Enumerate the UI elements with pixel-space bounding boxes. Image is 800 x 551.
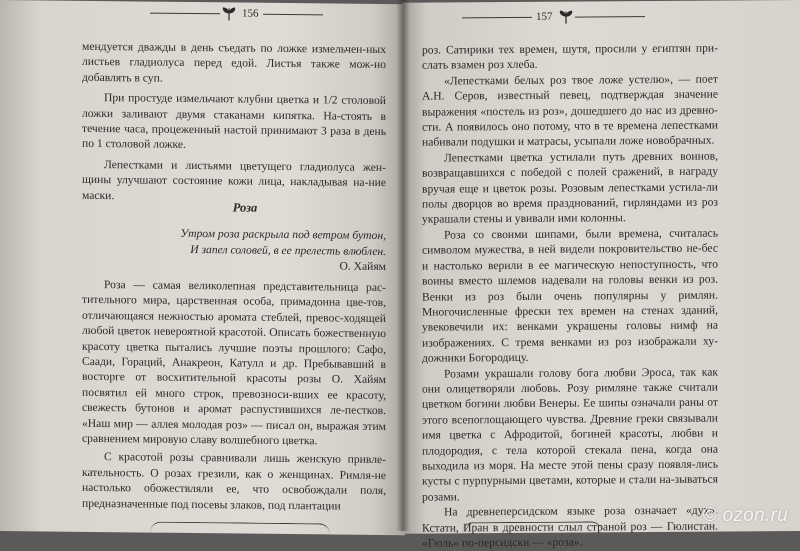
paragraph: мендуется дважды в день съедать по ложке измельчен-ных листьев гладиолуса перед едой. Листья также мож-но добавлять в суп. <box>82 39 386 85</box>
left-top-text <box>82 39 386 206</box>
paragraph: С красотой розы сравнивали лишь женскую привле-кательность. О розах грезили, как о женщинах. Римля-не настолько обожествляли ее, что освобождали поля, предназначенные под посевы злаков, под плантации <box>82 450 386 513</box>
epigraph-line: Утром роза раскрыла под ветром бутон, <box>180 227 386 243</box>
book-gutter <box>396 0 410 531</box>
left-footer-ornament <box>150 522 330 535</box>
epigraph-line: И запел соловей, в ее прелесть влюблен. <box>190 242 386 258</box>
paragraph: На древнеперсидском языке роза означает «дух». Кстати, Иран в древности слыл страной роз — Гюлистан. «Гюль» по-персидски — «роза». <box>422 503 718 550</box>
paragraph: «Лепестками белых роз твое ложе устелю», — поет А.Н. Серов, известный певец, подтверждая значение выражения «постель из роз», дошедшего до нас из древно-сти. А появилось оно потому, что в те времена лепестками набивали подушки и матрасы, усыпали ложе новобрачных. <box>422 72 718 150</box>
leaf-ornament-icon <box>557 9 575 25</box>
right-header <box>462 5 682 29</box>
paragraph: Розами украшали голову бога любви Эроса, так как они олицетворяли любовь. Розу римляне также считали цветком богини любви Венеры. Ее шипы означали раны от этого всепоглощающего чувства. Древние греки связывали имя цветка с Афродитой, богиней красоты, любви и плодородия, с тела которой стекала пена, когда она выходила из моря. На месте этой пены сразу появля-лись кусты с пурпурными цветами, которые и стали на-зываться розами. <box>422 365 718 504</box>
paragraph: Роза — самая великолепная представительница рас-тительного мира, царственная особа, примадонна цве-тов, отличающаяся нежностью аромата стеблей, превос-ходящей любой цветок невероятной красотой. Описать божественную красоту цветка пытались лучшие поэты прошлого: Сафо, Саади, Гораций, Анакреон, Катулл и др. Пребывавший в восторге от восхитительной красоты розы О. Хайям посвятил ей много строк, превозноси-вших ее красоту, свежесть бутонов и аромат распустившихся ле-пестков. «Наш мир — аллея молодая роз» — писал он, выражая этим сравнением мировую славу волшебного цветка. <box>82 278 386 448</box>
paragraph: роз. Сатирики тех времен, шутя, просили у египтян при-слать взамен роз хлеба. <box>422 41 718 73</box>
section-header <box>82 199 386 275</box>
left-page <box>0 0 405 535</box>
left-bottom-text <box>82 277 386 514</box>
section-title: Роза <box>232 200 258 215</box>
leaf-ornament-icon <box>220 5 238 21</box>
page-number: 157 <box>536 10 553 23</box>
right-page <box>402 0 800 550</box>
paragraph: Лепестками цветка устилали путь древних воинов, возвращавшихся с победой с полей сражений, в награду вручая еще и цветок розы. Розовым лепестками устила-ли полы дворцов во время празднований, гирляндами из роз украшали стены и увивали ими колонны. <box>422 149 718 227</box>
paragraph: При простуде измельчают клубни цветка и 1/2 столовой ложки заливают двумя стаканами кипятка. На-стоять в течение часа, процеженный настой принимают 3 раза в день по 1 столовой ложке. <box>82 91 386 152</box>
left-header <box>150 2 350 26</box>
page-number: 156 <box>242 7 259 20</box>
paragraph: Роза со своими шипами, были времена, считалась символом мужества, в ней видели покровительство не-бес и настолько верили в ее магическую непоступность, что воины вместо шлемов надевали на головы венки из роз. Венки из роз были очень популярны у римлян. Многочисленные фрески тех времен на стенах зданий, увековечили их: венками украшены головы нимф на изображениях. С тремя венками из роз изображали ху-дожники Богородицу. <box>422 226 718 365</box>
right-footer-ornament <box>462 521 602 533</box>
watermark: © ozon.ru <box>702 505 788 526</box>
epigraph-author: О. Хайям <box>339 259 386 274</box>
right-text <box>422 41 718 551</box>
paragraph: Лепестками и листьями цветущего гладиолуса жен-щины улучшают состояние кожи лица, накладывая на-ние маски. <box>82 157 386 202</box>
